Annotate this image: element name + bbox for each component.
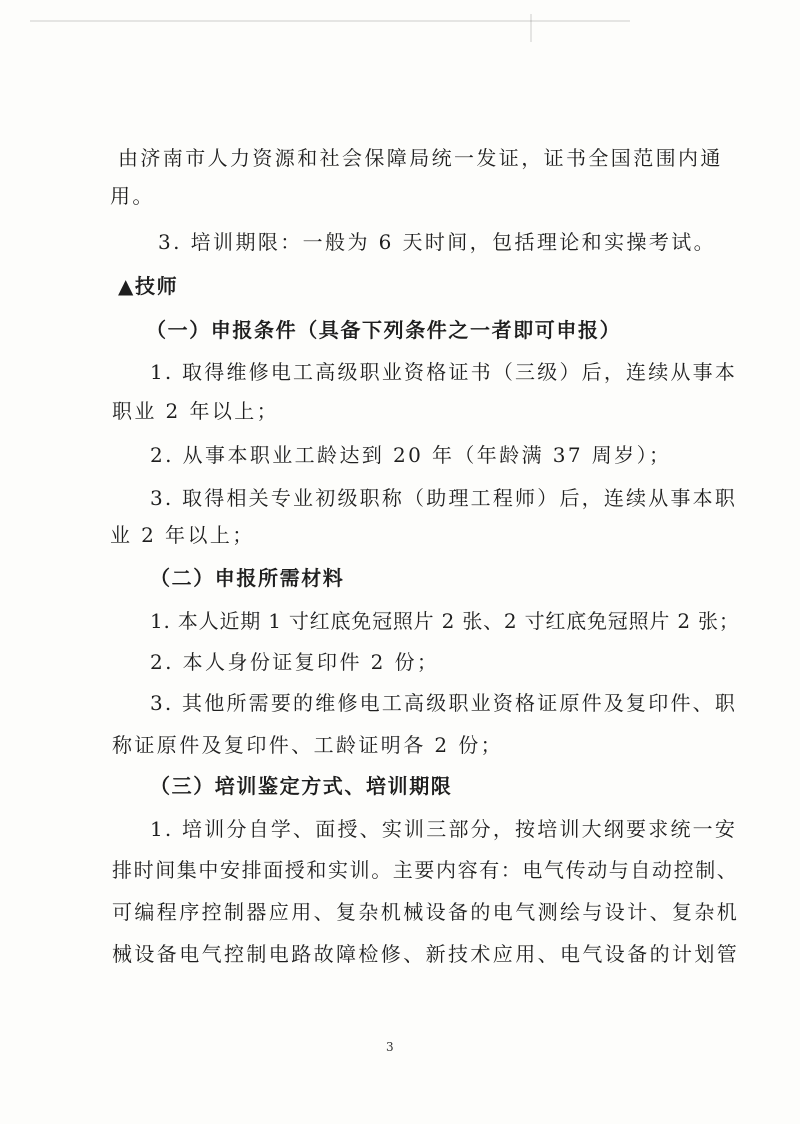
text-line: 1. 取得维修电工高级职业资格证书（三级）后，连续从事本 bbox=[150, 360, 738, 384]
text-line: 称证原件及复印件、工龄证明各 2 份； bbox=[112, 733, 504, 757]
text-line: 3. 培训期限：一般为 6 天时间，包括理论和实操考试。 bbox=[158, 230, 717, 254]
page-number: 3 bbox=[386, 1040, 394, 1054]
text-line: 械设备电气控制电路故障检修、新技术应用、电气设备的计划管 bbox=[112, 942, 740, 966]
text-line: 用。 bbox=[110, 184, 155, 208]
text-line: 1. 本人近期 1 寸红底免冠照片 2 张、2 寸红底免冠照片 2 张； bbox=[150, 609, 740, 633]
text-line: 排时间集中安排面授和实训。主要内容有：电气传动与自动控制、 bbox=[112, 858, 739, 882]
scan-artifact-line bbox=[30, 20, 630, 22]
section-heading: （二）申报所需材料 bbox=[150, 566, 345, 590]
section-heading: ▲技师 bbox=[118, 274, 179, 298]
text-line: 2. 本人身份证复印件 2 份； bbox=[150, 650, 440, 674]
text-line: 业 2 年以上； bbox=[110, 523, 255, 547]
text-line: 2. 从事本职业工龄达到 20 年（年龄满 37 周岁）； bbox=[150, 443, 672, 467]
scan-artifact-vertical bbox=[530, 14, 532, 42]
section-heading: （三）培训鉴定方式、培训期限 bbox=[150, 774, 453, 798]
text-line: 可编程序控制器应用、复杂机械设备的电气测绘与设计、复杂机 bbox=[112, 900, 740, 924]
text-line: 由济南市人力资源和社会保障局统一发证，证书全国范围内通 bbox=[118, 146, 723, 170]
text-line: 3. 其他所需要的维修电工高级职业资格证原件及复印件、职 bbox=[150, 691, 738, 715]
text-line: 职业 2 年以上； bbox=[112, 399, 280, 423]
text-line: 3. 取得相关专业初级职称（助理工程师）后，连续从事本职 bbox=[150, 486, 738, 510]
section-heading: （一）申报条件（具备下列条件之一者即可申报） bbox=[146, 318, 622, 342]
text-line: 1. 培训分自学、面授、实训三部分，按培训大纲要求统一安 bbox=[150, 817, 738, 841]
